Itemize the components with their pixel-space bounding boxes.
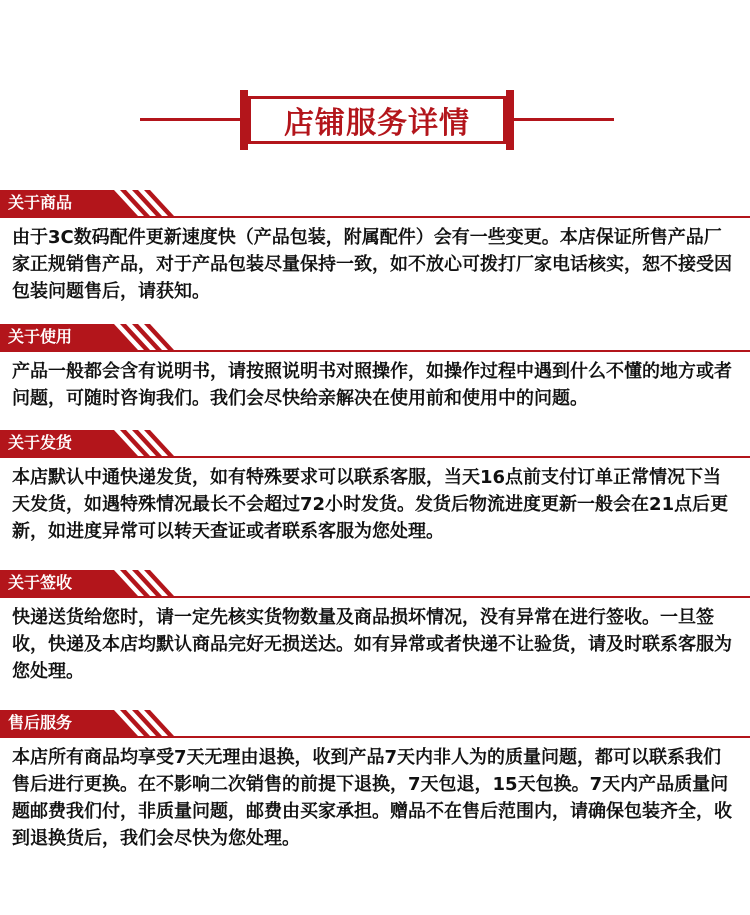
section-rule [0,350,750,352]
section-rule [0,596,750,598]
section-shipping [0,428,750,545]
section-rule [0,456,750,458]
section-after-sales [0,708,750,852]
banner-title-box [248,96,506,144]
section-receipt [0,568,750,685]
section-text: 由于3C数码配件更新速度快（产品包装，附属配件）会有一些变更。本店保证所售产品厂家正规销售产品，对于产品包装尽量保持一致，如不放心可拨打厂家电话核实，恕不接受因包装问题售后，请获知。 [12,227,732,302]
stripes-icon [90,430,180,456]
section-text: 快递送货给您时，请一定先核实货物数量及商品损坏情况，没有异常在进行签收。一旦签收，快递及本店均默认商品完好无损送达。如有异常或者快递不让验货，请及时联系客服为您处理。 [12,607,732,682]
section-usage [0,322,750,412]
section-text: 本店默认中通快递发货，如有特殊要求可以联系客服，当天16点前支付订单正常情况下当天发货，如遇特殊情况最长不会超过72小时发货。发货后物流进度更新一般会在21点后更新，如进度异常可以转天查证或者联系客服为您处理。 [12,467,729,542]
section-text: 本店所有商品均享受7天无理由退换，收到产品7天内非人为的质量问题，都可以联系我们售后进行更换。在不影响二次销售的前提下退换，7天包退，15天包换。7天内产品质量问题邮费我们付，非质量问题，邮费由买家承担。赠品不在售后范围内，请确保包装齐全，收到退换货后，我们会尽快为您处理。 [12,747,732,849]
section-text: 产品一般都会含有说明书，请按照说明书对照操作，如操作过程中遇到什么不懂的地方或者问题，可随时咨询我们。我们会尽快给亲解决在使用前和使用中的问题。 [12,361,732,409]
section-header [0,428,750,458]
section-header [0,708,750,738]
stripes-icon [90,324,180,350]
stripes-icon [90,190,180,216]
section-tab: 关于发货 [0,430,90,456]
banner-left-bar [240,90,248,150]
section-tab: 关于签收 [0,570,90,596]
banner-right-line [514,118,614,121]
page-title: 店铺服务详情 [284,106,470,141]
section-rule [0,736,750,738]
banner-left-line [140,118,240,121]
section-rule [0,216,750,218]
section-header [0,322,750,352]
section-tab: 关于商品 [0,190,90,216]
stripes-icon [90,570,180,596]
section-header [0,568,750,598]
stripes-icon [90,710,180,736]
section-tab: 关于使用 [0,324,90,350]
section-goods [0,188,750,305]
banner-right-bar [506,90,514,150]
section-tab: 售后服务 [0,710,90,736]
section-header [0,188,750,218]
page-banner [0,0,750,170]
